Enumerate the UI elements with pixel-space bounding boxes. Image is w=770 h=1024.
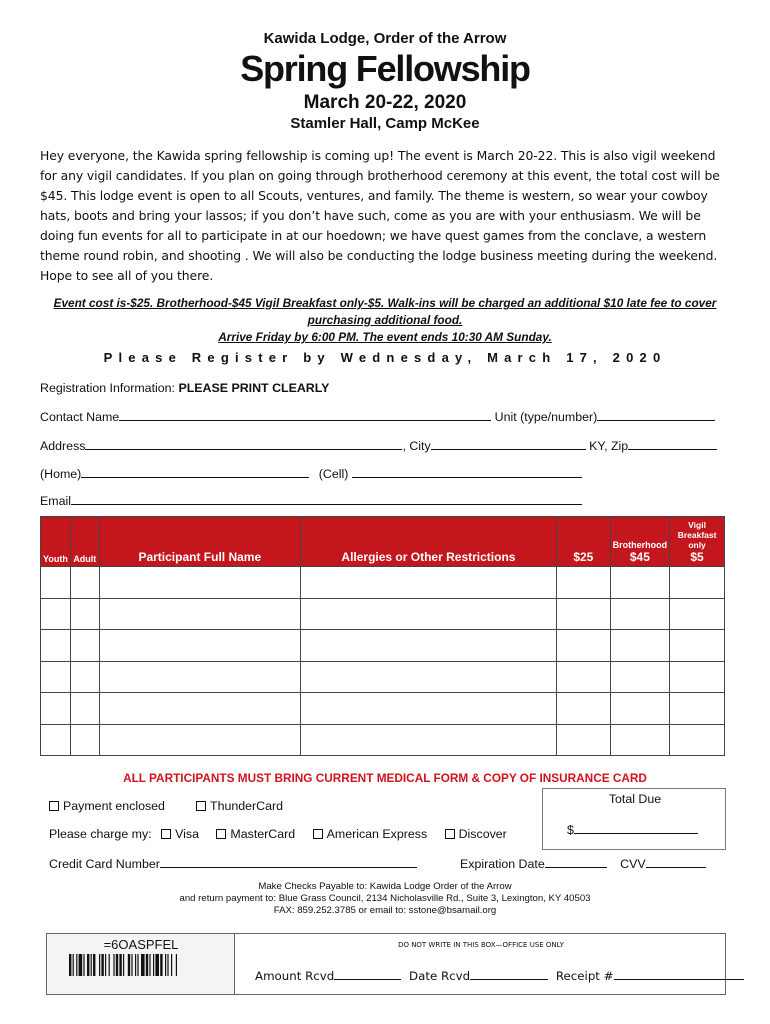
payment-enclosed-option[interactable]: [49, 799, 165, 813]
amount-received-label: Amount Rcvd: [255, 969, 335, 983]
state-zip-label: KY, Zip: [589, 439, 629, 453]
youth-cell[interactable]: [41, 661, 71, 693]
cc-number-field[interactable]: [160, 855, 417, 868]
cell-phone-field[interactable]: [352, 465, 582, 478]
charge-options-row: [49, 827, 507, 841]
cost25-cell[interactable]: [557, 724, 611, 756]
dollar-sign: $: [567, 823, 574, 837]
youth-cell[interactable]: [41, 630, 71, 662]
adult-cell[interactable]: [70, 661, 99, 693]
vigil-cost: $5: [690, 550, 704, 564]
event-title: Spring Fellowship: [240, 48, 530, 89]
brotherhood-cell[interactable]: [610, 661, 670, 693]
registration-deadline: Please Register by Wednesday, March 17, 2020: [103, 350, 667, 365]
participant-name-cell[interactable]: [99, 693, 300, 725]
vigil-cell[interactable]: [670, 598, 725, 630]
office-use-header: DO NOT WRITE IN THIS BOX—OFFICE USE ONLY: [398, 941, 564, 949]
office-fields: [255, 967, 744, 983]
event-dates: March 20-22, 2020: [303, 92, 467, 113]
contact-name-label: Contact Name: [40, 410, 120, 424]
cell-phone-label: (Cell): [318, 467, 349, 481]
allergies-cell[interactable]: [300, 630, 556, 662]
date-received-label: Date Rcvd: [409, 969, 471, 983]
brotherhood-cell[interactable]: [610, 724, 670, 756]
adult-cell[interactable]: [70, 724, 99, 756]
vigil-cell[interactable]: [670, 693, 725, 725]
address-label: Address: [40, 439, 86, 453]
cost25-cell[interactable]: [557, 661, 611, 693]
allergies-cell[interactable]: [300, 724, 556, 756]
total-due-box: [542, 788, 726, 850]
allergies-cell[interactable]: [300, 598, 556, 630]
expiration-field[interactable]: [545, 855, 607, 868]
amex-label: American Express: [326, 827, 428, 841]
office-use-box: [46, 933, 726, 995]
table-row: [41, 598, 725, 630]
table-row: [41, 693, 725, 725]
youth-cell[interactable]: [41, 693, 71, 725]
mastercard-label: MasterCard: [230, 827, 296, 841]
checkbox-icon[interactable]: [216, 829, 226, 839]
youth-column-header: Youth: [41, 517, 71, 567]
table-row: [41, 661, 725, 693]
event-code: =6OASPFEL: [103, 937, 179, 952]
cost25-cell[interactable]: [557, 567, 611, 599]
cvv-label: CVV: [620, 857, 646, 871]
roster-header-row: [41, 517, 725, 567]
arrival-note: Arrive Friday by 6:00 PM. The event ends 10:30 AM Sunday.: [218, 330, 552, 344]
zip-field[interactable]: [628, 437, 717, 450]
checkbox-icon[interactable]: [445, 829, 455, 839]
vigil-column-header: [670, 517, 725, 567]
brotherhood-cell[interactable]: [610, 567, 670, 599]
adult-cell[interactable]: [70, 693, 99, 725]
brotherhood-cell[interactable]: [610, 693, 670, 725]
receipt-number-field: [614, 967, 744, 980]
participant-name-cell[interactable]: [99, 630, 300, 662]
checks-payable-line: Make Checks Payable to: Kawida Lodge Order of the Arrow: [258, 881, 512, 892]
adult-column-header: Adult: [70, 517, 99, 567]
receipt-number-label: Receipt #: [555, 969, 614, 983]
print-clearly-instruction: PLEASE PRINT CLEARLY: [178, 381, 330, 395]
participant-name-cell[interactable]: [99, 598, 300, 630]
event-venue: Stamler Hall, Camp McKee: [290, 115, 480, 132]
thundercard-option[interactable]: [196, 799, 283, 813]
table-row: [41, 724, 725, 756]
allergies-cell[interactable]: [300, 661, 556, 693]
contact-row: [40, 408, 715, 424]
vigil-cell[interactable]: [670, 661, 725, 693]
checkbox-icon[interactable]: [49, 801, 59, 811]
date-received-field: [470, 967, 548, 980]
adult-cell[interactable]: [70, 598, 99, 630]
allergies-cell[interactable]: [300, 693, 556, 725]
intro-paragraph: Hey everyone, the Kawida spring fellowship is coming up! The event is March 20-22. This is also vigil weekend for any vigil candidates. If you plan on going through brotherhood ceremony at this event, the total cost will be $45. This lodge event is open to all Scouts, ventures, and family. The theme is western, so wear your cowboy hats, boots and bring your lassos; if you don’t have such, come as you are with your enthusiasm. We will be doing fun events for all to participate in at our hoedown; we have quest games from the conclave, a western theme round robin, and shooting . We will also be conducting the lodge business meeting during the weekend. Hope to see all of you there.: [40, 148, 720, 283]
cost25-cell[interactable]: [557, 598, 611, 630]
brotherhood-cell[interactable]: [610, 598, 670, 630]
checkbox-icon[interactable]: [313, 829, 323, 839]
phone-row: [40, 465, 582, 481]
adult-cell[interactable]: [70, 567, 99, 599]
participant-name-cell[interactable]: [99, 661, 300, 693]
allergies-column-header: Allergies or Other Restrictions: [300, 517, 556, 567]
youth-cell[interactable]: [41, 724, 71, 756]
unit-label: Unit (type/number): [494, 410, 598, 424]
vigil-cell[interactable]: [670, 724, 725, 756]
youth-cell[interactable]: [41, 598, 71, 630]
amount-received-field: [334, 967, 401, 980]
event-code-panel: [47, 934, 235, 994]
participant-roster-table: [40, 516, 725, 756]
city-label: , City: [402, 439, 431, 453]
organization-name: Kawida Lodge, Order of the Arrow: [263, 30, 507, 47]
participant-name-cell[interactable]: [99, 567, 300, 599]
mastercard-option[interactable]: [216, 827, 295, 841]
total-due-amount: [567, 821, 698, 837]
discover-label: Discover: [458, 827, 507, 841]
cost-note-line2: purchasing additional food.: [307, 313, 463, 327]
home-phone-field[interactable]: [81, 465, 309, 478]
home-phone-label: (Home): [40, 467, 82, 481]
vigil-cell[interactable]: [670, 567, 725, 599]
visa-label: Visa: [175, 827, 199, 841]
fax-email-line: FAX: 859.252.3785 or email to: sstone@bsamail.org: [273, 905, 497, 916]
registration-info-heading: [40, 381, 329, 395]
payment-enclosed-label: Payment enclosed: [63, 799, 165, 813]
unit-field[interactable]: [597, 408, 715, 421]
expiration-label: Expiration Date: [460, 857, 545, 871]
address-row: [40, 437, 717, 453]
email-row: [40, 492, 582, 508]
expiration-row: [460, 855, 706, 871]
adult-cell[interactable]: [70, 630, 99, 662]
cost25-cell[interactable]: [557, 693, 611, 725]
discover-option[interactable]: [445, 827, 507, 841]
vigil-label: Vigil Breakfast only: [677, 520, 717, 550]
medical-form-notice: ALL PARTICIPANTS MUST BRING CURRENT MEDICAL FORM & COPY OF INSURANCE CARD: [123, 771, 647, 785]
checkbox-icon[interactable]: [196, 801, 206, 811]
cc-number-label: Credit Card Number: [49, 857, 160, 871]
participant-name-cell[interactable]: [99, 724, 300, 756]
cvv-field[interactable]: [646, 855, 706, 868]
brotherhood-label: Brotherhood: [612, 540, 668, 550]
thundercard-label: ThunderCard: [210, 799, 284, 813]
return-payment-line: and return payment to: Blue Grass Council, 2134 Nicholasville Rd., Suite 3, Lexington, KY 40503: [179, 893, 591, 904]
youth-cell[interactable]: [41, 567, 71, 599]
address-field[interactable]: [85, 437, 402, 450]
brotherhood-cost: $45: [629, 550, 650, 564]
registration-info-label: Registration Information:: [40, 381, 179, 395]
credit-card-row: [49, 855, 417, 871]
cost25-cell[interactable]: [557, 630, 611, 662]
amex-option[interactable]: [313, 827, 428, 841]
vigil-cell[interactable]: [670, 630, 725, 662]
barcode-icon: [69, 954, 217, 976]
table-row: [41, 567, 725, 599]
visa-option[interactable]: [161, 827, 199, 841]
cost25-column-header: $25: [557, 517, 611, 567]
total-due-label: Total Due: [608, 792, 662, 806]
cost-note-line1: Event cost is-$25. Brotherhood-$45 Vigil Breakfast only-$5. Walk-ins will be charged an additional $10 late fee to cover: [53, 296, 717, 310]
charge-label: Please charge my:: [49, 827, 152, 841]
city-field[interactable]: [431, 437, 586, 450]
checkbox-icon[interactable]: [161, 829, 171, 839]
email-field[interactable]: [71, 492, 582, 505]
allergies-cell[interactable]: [300, 567, 556, 599]
participant-name-column-header: Participant Full Name: [99, 517, 300, 567]
email-label: Email: [40, 494, 71, 508]
brotherhood-column-header: [610, 517, 670, 567]
roster-body: [41, 567, 725, 756]
table-row: [41, 630, 725, 662]
brotherhood-cell[interactable]: [610, 630, 670, 662]
contact-name-field[interactable]: [119, 408, 491, 421]
total-due-field[interactable]: [574, 821, 698, 834]
